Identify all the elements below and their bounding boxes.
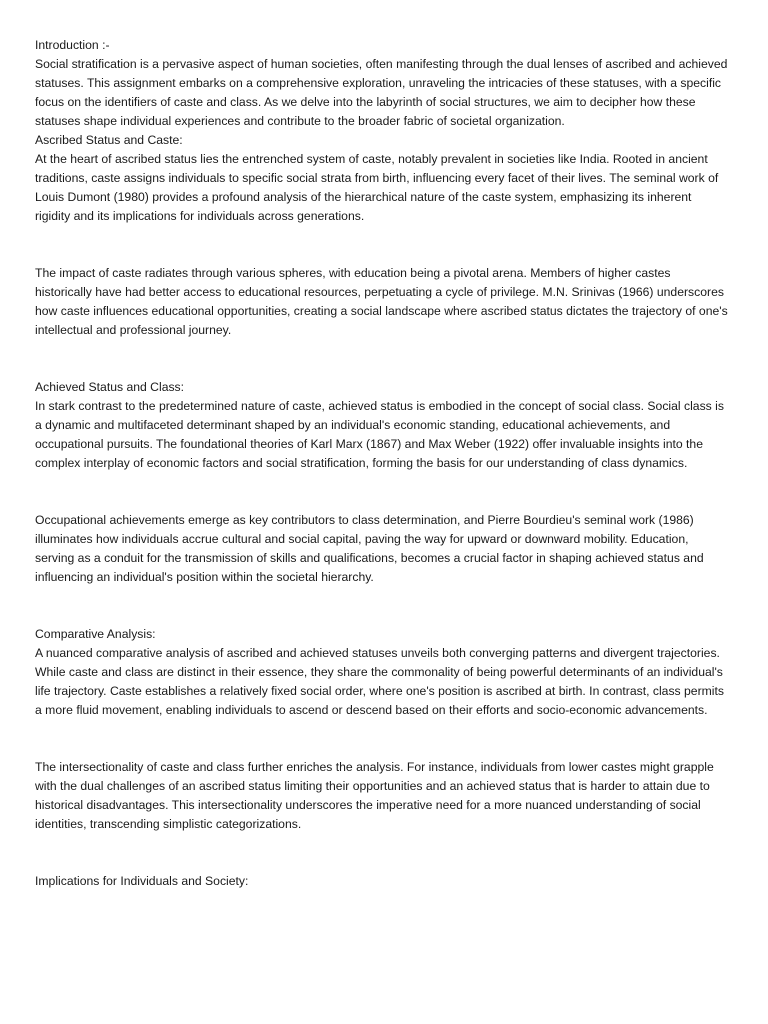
comparative-paragraph-2: The intersectionality of caste and class further enriches the analysis. For instance, individuals from lower castes might grapple with the dual challenges of an ascribed status limiting their opportunities and an achieved status that is harder to attain due to historical disadvantages. This intersectionality underscores the imperative need for a more nuanced understanding of social identities, transcending simplistic categorizations. bbox=[35, 760, 714, 831]
achieved-paragraph-2: Occupational achievements emerge as key contributors to class determination, and Pierre Bourdieu's seminal work (1986) illuminates how individuals accrue cultural and social capital, paving the way for upward or downward mobility. Education, serving as a conduit for the transmission of skills and qualifications, becomes a crucial factor in shaping achieved status and influencing an individual's position within the societal hierarchy. bbox=[35, 513, 704, 584]
ascribed-paragraph-2: The impact of caste radiates through various spheres, with education being a pivotal arena. Members of higher castes historically have had better access to educational resources, perpetuating a cycle of privilege. M.N. Srinivas (1966) underscores how caste influences educational opportunities, creating a social landscape where ascribed status dictates the trajectory of one's intellectual and professional journey. bbox=[35, 266, 728, 337]
implications-heading: Implications for Individuals and Society: bbox=[35, 874, 249, 888]
achieved-heading: Achieved Status and Class: bbox=[35, 380, 185, 394]
ascribed-paragraph-1: At the heart of ascribed status lies the entrenched system of caste, notably prevalent in societies like India. Rooted in ancient traditions, caste assigns individuals to specific social strata from birth, influencing every facet of their lives. The seminal work of Louis Dumont (1980) provides a profound analysis of the hierarchical nature of the caste system, emphasizing its inherent rigidity and its implications for individuals across generations. bbox=[35, 152, 719, 223]
comparative-paragraph-1: A nuanced comparative analysis of ascribed and achieved statuses unveils both converging patterns and divergent trajectories. While caste and class are distinct in their essence, they share the commonality of being powerful determinants of an individual's life trajectory. Caste establishes a relatively fixed social order, where one's position is ascribed at birth. In contrast, class permits a more fluid movement, enabling individuals to ascend or descend based on their efforts and socio-economic advancements. bbox=[35, 646, 724, 717]
document-page bbox=[35, 36, 730, 891]
achieved-paragraph-1: In stark contrast to the predetermined nature of caste, achieved status is embodied in the concept of social class. Social class is a dynamic and multifaceted determinant shaped by an individual's economic standing, educational achievements, and occupational pursuits. The foundational theories of Karl Marx (1867) and Max Weber (1922) offer invaluable insights into the complex interplay of economic factors and social stratification, forming the basis for our understanding of class dynamics. bbox=[35, 399, 724, 470]
intro-paragraph: Social stratification is a pervasive aspect of human societies, often manifesting through the dual lenses of ascribed and achieved statuses. This assignment embarks on a comprehensive exploration, unraveling the intricacies of these statuses, with a specific focus on the identifiers of caste and class. As we delve into the labyrinth of social structures, we aim to decipher how these statuses shape individual experiences and contribute to the broader fabric of societal organization. bbox=[35, 57, 728, 128]
ascribed-heading: Ascribed Status and Caste: bbox=[35, 133, 183, 147]
comparative-heading: Comparative Analysis: bbox=[35, 627, 156, 641]
intro-heading: Introduction :- bbox=[35, 38, 110, 52]
